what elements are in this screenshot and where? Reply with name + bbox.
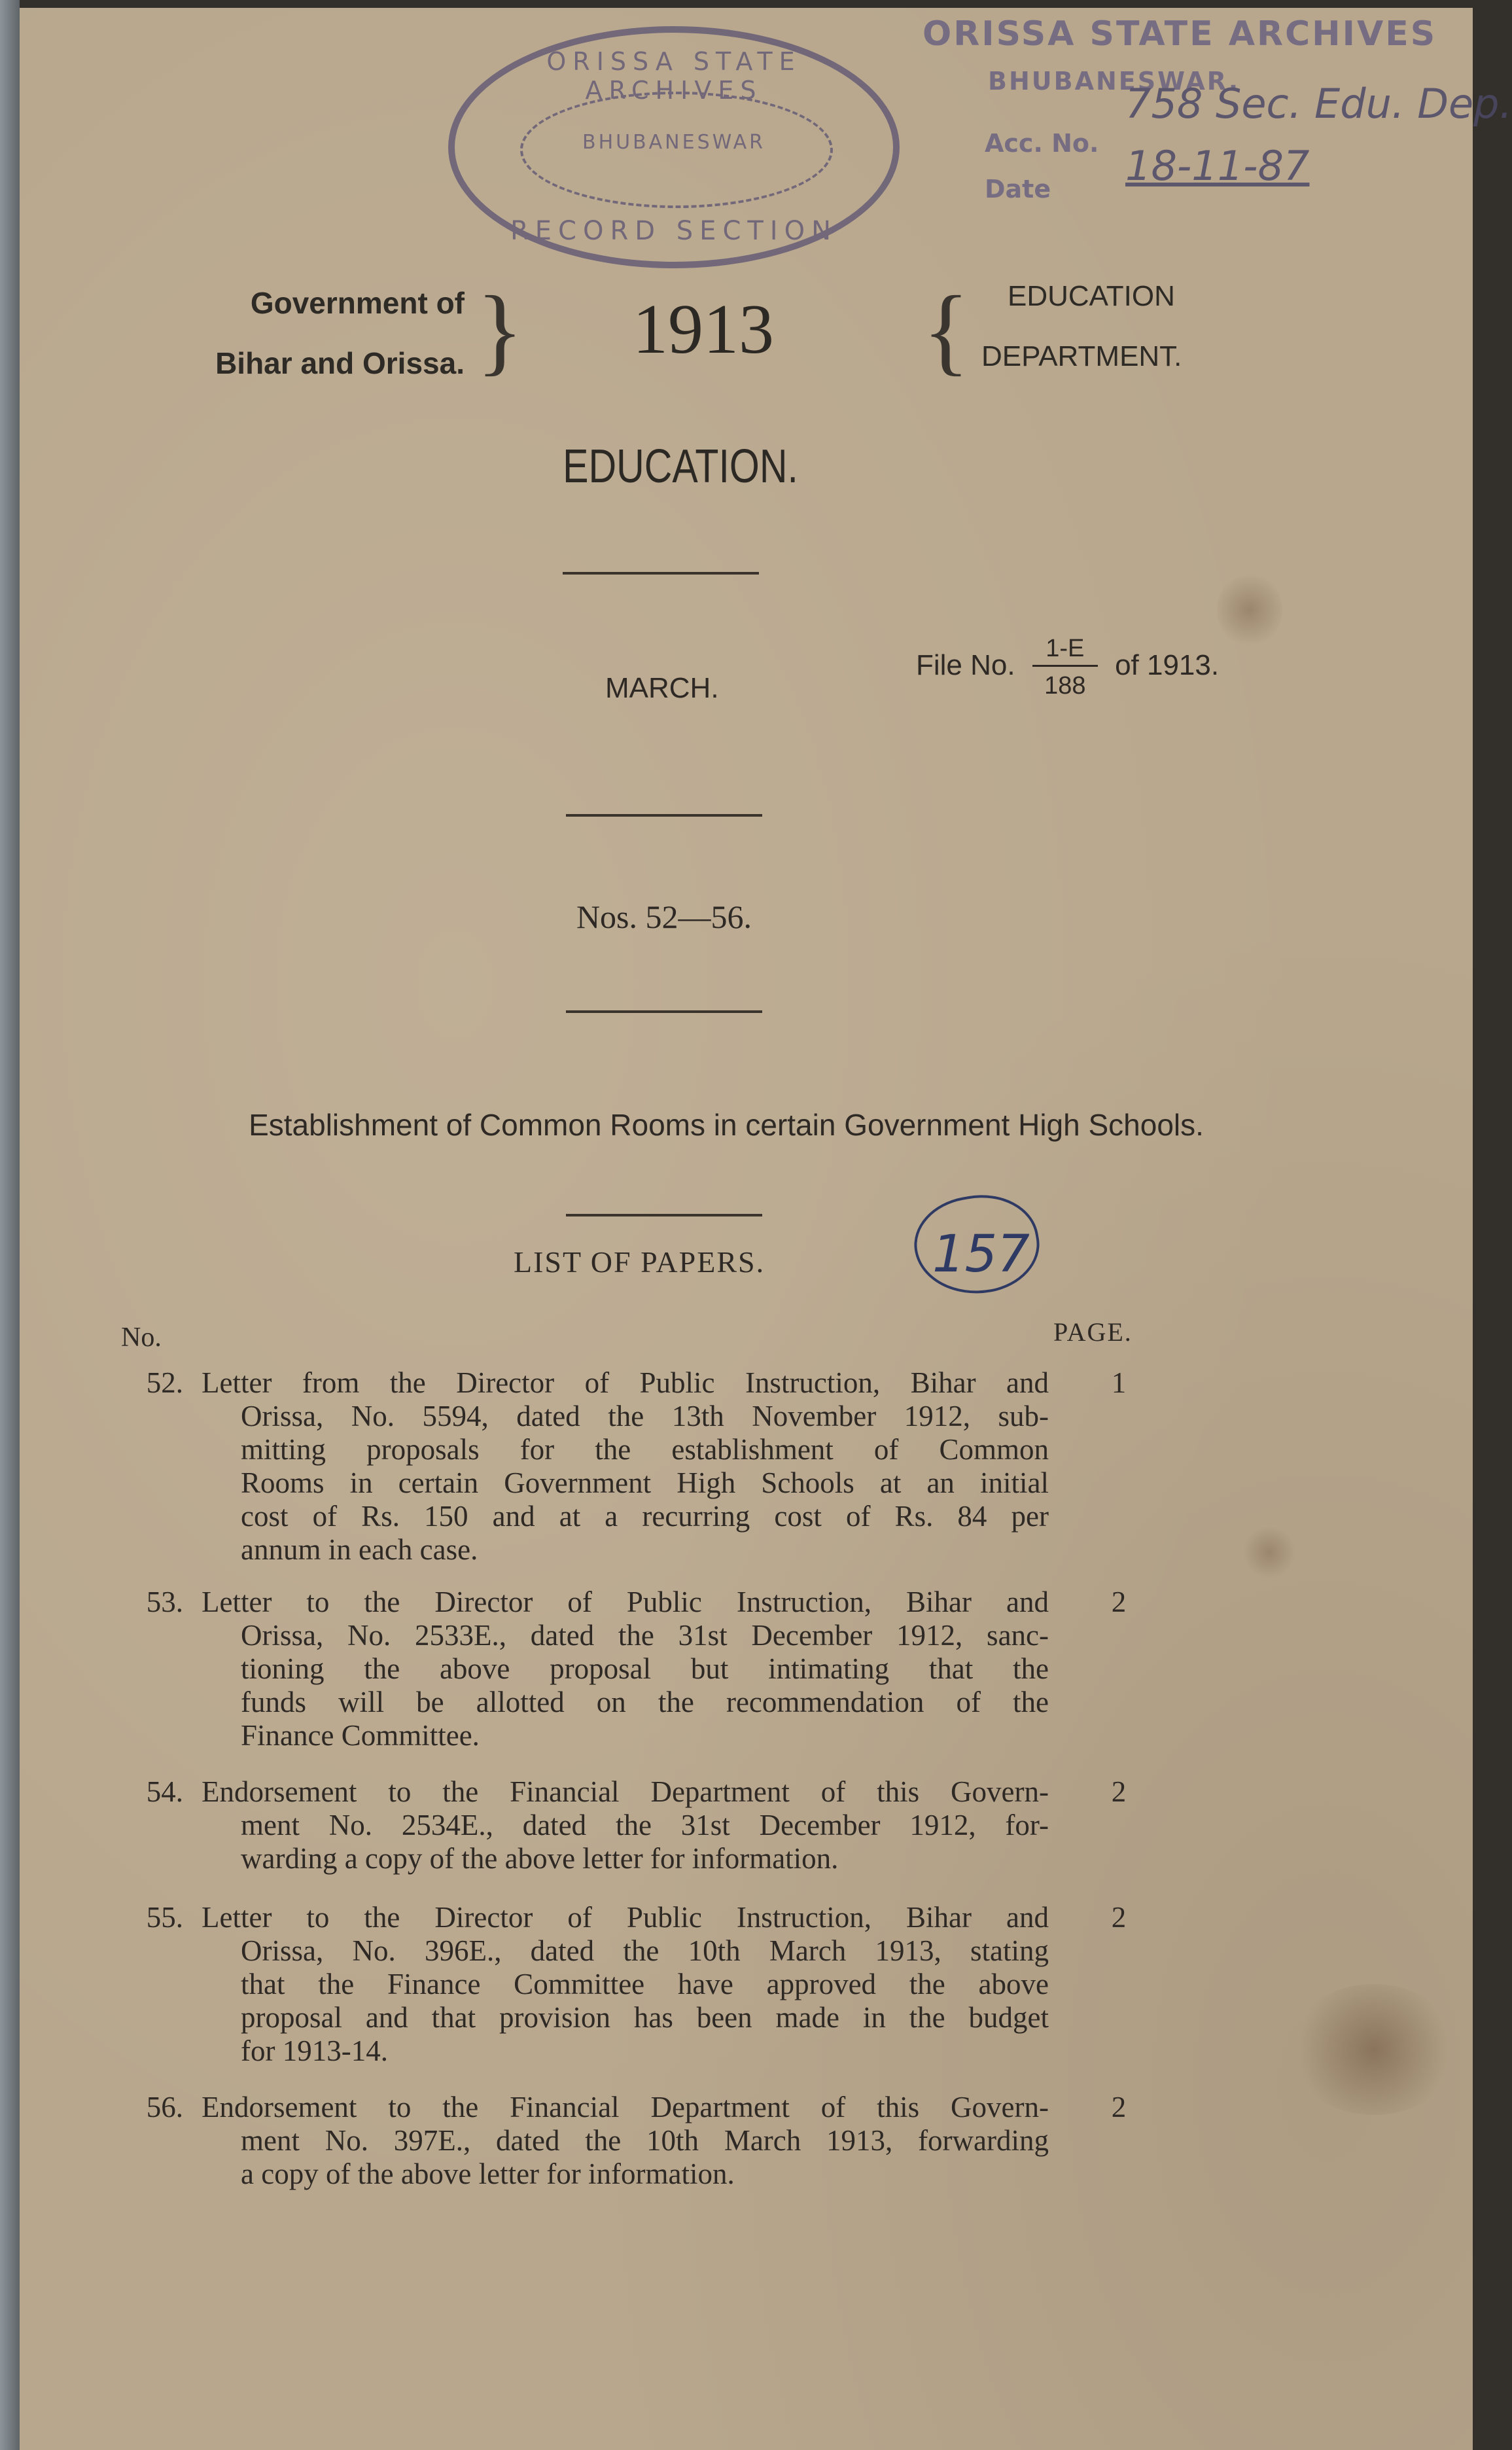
page-title: EDUCATION. (563, 440, 798, 493)
year-heading: 1913 (633, 291, 774, 368)
paper-page-number: 2 (1111, 1775, 1127, 1808)
column-page-header: PAGE. (1053, 1317, 1133, 1347)
stamp-date-label: Date (985, 175, 1051, 204)
subject-line: Establishment of Common Rooms in certain Government High Schools. (249, 1108, 1204, 1142)
stain (1217, 571, 1282, 649)
paper-page-number: 2 (1111, 2091, 1127, 2123)
right-brace: } (476, 276, 523, 385)
government-line-1: Government of (250, 286, 465, 320)
stamp-bottom-text: RECORD SECTION (510, 216, 838, 246)
divider (566, 1214, 762, 1216)
department-heading (981, 266, 1182, 387)
stamp-center-text: BHUBANESWAR (582, 131, 766, 154)
stamp-acc-label: Acc. No. (985, 129, 1099, 158)
paper-description-line: ment No. 397E., dated the 10th March 1913, forwarding (241, 2124, 1049, 2157)
paper-description-line: Finance Committee. (241, 1719, 480, 1752)
binding-spine (0, 0, 20, 2450)
stamp-top-text: ORISSA STATE ARCHIVES (546, 47, 801, 105)
archive-oval-stamp (448, 26, 900, 268)
paper-page-number: 2 (1111, 1586, 1127, 1618)
left-brace: { (923, 276, 970, 385)
file-number (916, 636, 1219, 698)
paper-description-line: warding a copy of the above letter for information. (241, 1842, 839, 1875)
handwritten-acc-number: 758 Sec. Edu. Dep. (1125, 80, 1512, 128)
paper-description-line: Endorsement to the Financial Department of this Govern- (202, 2091, 1049, 2123)
paper-description-line: Rooms in certain Government High Schools at an initial (241, 1466, 1049, 1499)
file-numerator: 1-E (1046, 635, 1085, 662)
nos-range: Nos. 52—56. (576, 898, 752, 935)
file-fraction (1032, 636, 1098, 698)
handwritten-folio-number: 157 (932, 1225, 1030, 1284)
stamp-archives-city: BHUBANESWAR. (988, 67, 1240, 96)
paper-description-line: tioning the above proposal but intimating that the (241, 1652, 1049, 1685)
paper-description-line: that the Finance Committee have approved the above (241, 1968, 1049, 2000)
stain (1243, 1526, 1295, 1578)
government-heading (105, 273, 465, 393)
file-denominator: 188 (1044, 672, 1086, 700)
paper-description-line: for 1913-14. (241, 2034, 388, 2067)
stamp-archives-title: ORISSA STATE ARCHIVES (923, 14, 1437, 54)
paper-description-line: Orissa, No. 5594, dated the 13th November 1912, sub- (241, 1400, 1049, 1432)
paper-description-line: cost of Rs. 150 and at a recurring cost of Rs. 84 per (241, 1500, 1049, 1533)
divider (566, 814, 762, 817)
paper-description-line: ment No. 2534E., dated the 31st December 1912, for- (241, 1809, 1049, 1841)
government-line-2: Bihar and Orissa. (215, 346, 465, 380)
paper-number: 56. (146, 2091, 183, 2123)
paper-description-line: funds will be allotted on the recommendation of the (241, 1686, 1049, 1718)
paper-description-line: Letter from the Director of Public Instruction, Bihar and (202, 1366, 1049, 1399)
paper-description-line: Orissa, No. 2533E., dated the 31st December 1912, sanc- (241, 1619, 1049, 1652)
paper-description-line: Orissa, No. 396E., dated the 10th March 1913, stating (241, 1934, 1049, 1967)
list-of-papers-title: LIST OF PAPERS. (514, 1245, 765, 1279)
paper-number: 54. (146, 1775, 183, 1808)
paper-description-line: mitting proposals for the establishment of Common (241, 1433, 1049, 1466)
document-page (20, 8, 1512, 2450)
handwritten-date: 18-11-87 (1125, 142, 1310, 190)
paper-page-number: 1 (1111, 1366, 1127, 1399)
month-label: MARCH. (605, 672, 719, 704)
department-line-1: EDUCATION (1008, 280, 1175, 312)
paper-number: 55. (146, 1901, 183, 1934)
paper-description-line: annum in each case. (241, 1533, 478, 1566)
department-line-2: DEPARTMENT. (981, 340, 1182, 372)
file-year: of 1913. (1115, 649, 1220, 682)
column-no-header: No. (121, 1323, 162, 1353)
divider (563, 572, 759, 575)
paper-page-number: 2 (1111, 1901, 1127, 1934)
paper-description-line: Endorsement to the Financial Department of this Govern- (202, 1775, 1049, 1808)
divider (566, 1010, 762, 1013)
file-label: File No. (916, 649, 1015, 682)
paper-description-line: Letter to the Director of Public Instruction, Bihar and (202, 1586, 1049, 1618)
paper-description-line: Letter to the Director of Public Instruction, Bihar and (202, 1901, 1049, 1934)
paper-number: 52. (146, 1366, 183, 1399)
paper-description-line: proposal and that provision has been made in the budget (241, 2001, 1049, 2034)
paper-number: 53. (146, 1586, 183, 1618)
stain (1289, 1984, 1459, 2115)
paper-description-line: a copy of the above letter for information. (241, 2157, 735, 2190)
